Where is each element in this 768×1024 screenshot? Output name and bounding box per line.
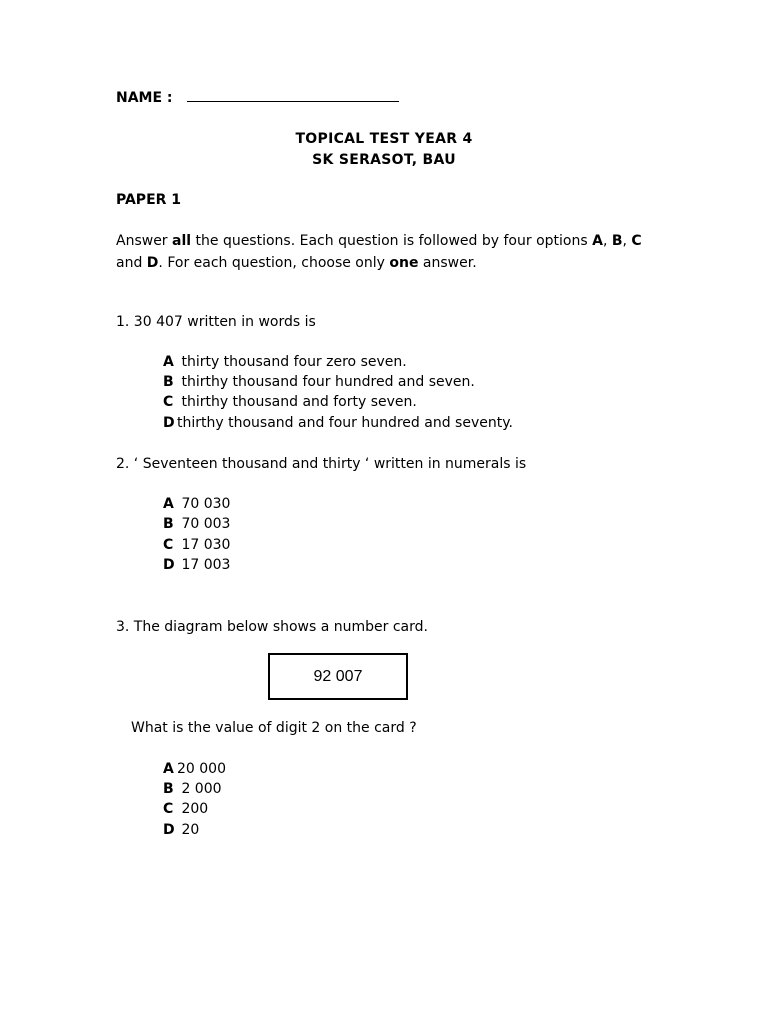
paper-label: PAPER 1 (116, 192, 182, 208)
question-3-option-c (163, 801, 208, 817)
instructions-text: the questions. Each question is followed by four options (191, 233, 593, 249)
option-letter: D (163, 415, 175, 431)
instructions (116, 230, 676, 274)
question-2-option-c (163, 537, 230, 553)
option-letter: A (163, 496, 174, 512)
question-1-text: 1. 30 407 written in words is (116, 314, 316, 330)
option-letter: A (163, 354, 174, 370)
title-line-1: TOPICAL TEST YEAR 4 (295, 131, 473, 147)
option-text: 17 003 (181, 557, 231, 573)
question-2-option-b (163, 516, 230, 532)
instructions-text: and (116, 255, 147, 271)
option-letter: C (163, 537, 174, 553)
option-text: 2 000 (181, 781, 222, 797)
question-1-option-b (163, 374, 475, 390)
name-label: NAME : (116, 90, 173, 106)
question-2-option-a (163, 496, 230, 512)
option-text: 70 030 (181, 496, 231, 512)
option-text: thirthy thousand four hundred and seven. (181, 374, 475, 390)
option-letter: D (163, 822, 175, 838)
instructions-emphasis-all: all (172, 233, 192, 249)
instructions-text: . For each question, choose only (158, 255, 390, 271)
instructions-text: answer. (418, 255, 477, 271)
instructions-text: Answer (116, 233, 173, 249)
question-3-text: 3. The diagram below shows a number card. (116, 619, 428, 635)
name-field (116, 89, 399, 106)
option-letter: A (163, 761, 174, 777)
option-text: 20 000 (177, 761, 226, 777)
instructions-option-c: C (631, 233, 642, 249)
option-text: thirty thousand four zero seven. (181, 354, 407, 370)
question-1-option-c (163, 394, 417, 410)
instructions-text: , (622, 233, 632, 249)
question-3-option-a (163, 761, 226, 777)
number-card-value: 92 007 (313, 667, 363, 685)
instructions-option-a: A (592, 233, 603, 249)
instructions-option-b: B (611, 233, 623, 249)
option-text: 70 003 (181, 516, 231, 532)
option-letter: C (163, 394, 174, 410)
instructions-emphasis-one: one (389, 255, 419, 271)
option-text: thirthy thousand and four hundred and seventy. (177, 415, 513, 431)
instructions-text: , (602, 233, 612, 249)
instructions-option-d: D (146, 255, 159, 271)
question-3-option-b (163, 781, 222, 797)
question-2-text: 2. ‘ Seventeen thousand and thirty ‘ written in numerals is (116, 456, 527, 472)
question-3-option-d (163, 822, 199, 838)
title-line-2: SK SERASOT, BAU (312, 152, 456, 168)
option-letter: B (163, 781, 174, 797)
question-3-subtext: What is the value of digit 2 on the card ? (131, 720, 417, 736)
option-letter: B (163, 516, 174, 532)
option-text: 20 (181, 822, 200, 838)
question-1-option-a (163, 354, 407, 370)
question-2-option-d (163, 557, 230, 573)
option-text: 17 030 (181, 537, 231, 553)
question-1-option-d (163, 415, 513, 431)
option-text: 200 (181, 801, 209, 817)
name-blank-line (187, 89, 399, 102)
option-letter: D (163, 557, 175, 573)
option-letter: B (163, 374, 174, 390)
option-letter: C (163, 801, 174, 817)
number-card (268, 653, 408, 700)
option-text: thirthy thousand and forty seven. (181, 394, 417, 410)
